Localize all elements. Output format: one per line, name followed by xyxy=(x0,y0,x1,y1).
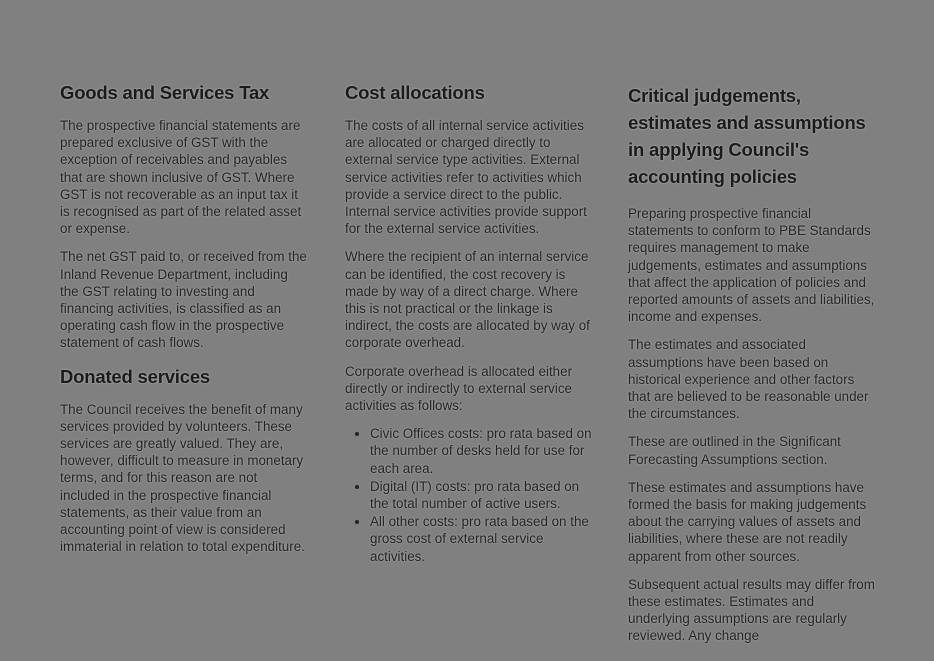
column-goods-and-services-tax xyxy=(60,82,309,566)
paragraph-critical-judgements-1: Preparing prospective financial statements to conform to PBE Standards requires management to make judgements, estimates and assumptions that affect the application of policies and reported amounts of assets and liabilities, income and expenses. xyxy=(628,206,875,325)
paragraph-critical-judgements-2: The estimates and associated assumptions have been based on historical experience and other factors that are believed to be reasonable under the circumstances. xyxy=(628,337,869,422)
column-cost-allocations xyxy=(345,82,594,566)
list-item-civic-offices-costs: • Civic Offices costs: pro rata based on the number of desks held for use for each area. xyxy=(370,425,594,477)
list-item-digital-it-costs: • Digital (IT) costs: pro rata based on the total number of active users. xyxy=(370,478,594,512)
paragraph-critical-judgements-5: Subsequent actual results may differ from these estimates. Estimates and underlying assumptions are regularly reviewed. Any change xyxy=(628,576,875,644)
paragraph-donated-services: The Council receives the benefit of many services provided by volunteers. These services are greatly valued. They are, however, difficult to measure in monetary terms, and for this reason are not included in the prospective financial statements, as their value from an accounting point of view is considered immaterial in relation to total expenditure. xyxy=(60,401,305,555)
paragraph-cost-allocations-3: Corporate overhead is allocated either directly or indirectly to external service activities as follows: xyxy=(345,363,573,414)
paragraph-cost-allocations-2: Where the recipient of an internal service can be identified, the cost recovery is made by way of a direct charge. Where this is not practical or the linkage is indirect, the costs are allocated by way of corporate overhead. xyxy=(345,249,590,351)
paragraph-gst-1: The prospective financial statements are prepared exclusive of GST with the exception of receivables and payables that are shown inclusive of GST. Where GST is not recoverable as an input tax it is recognised as part of the related asset or expense. xyxy=(60,118,302,237)
column-critical-judgements xyxy=(628,82,877,656)
section-heading-critical-judgements: Critical judgements, estimates and assumptions in applying Council's accounting policies xyxy=(628,85,866,187)
paragraph-critical-judgements-4: These estimates and assumptions have formed the basis for making judgements about the carrying values of assets and liabilities, where these are not readily apparent from other sources. xyxy=(628,479,867,564)
section-heading-goods-and-services-tax: Goods and Services Tax xyxy=(60,82,270,103)
section-heading-donated-services: Donated services xyxy=(60,365,211,387)
list-item-all-other-costs: • All other costs: pro rata based on the gross cost of external service activities. xyxy=(370,513,594,565)
paragraph-gst-2: The net GST paid to, or received from the Inland Revenue Department, including the GST relating to investing and financing activities, is classified as an operating cash flow in the prospective statement of cash flows. xyxy=(60,249,307,351)
paragraph-critical-judgements-3: These are outlined in the Significant Forecasting Assumptions section. xyxy=(628,434,841,467)
paragraph-cost-allocations-1: The costs of all internal service activities are allocated or charged directly to external service type activities. External service activities refer to activities which provide a service direct to the public. Internal service activities provide support for the external service activities. xyxy=(345,118,587,237)
overhead-allocation-bullet-list xyxy=(345,425,594,565)
section-heading-cost-allocations: Cost allocations xyxy=(345,82,485,103)
